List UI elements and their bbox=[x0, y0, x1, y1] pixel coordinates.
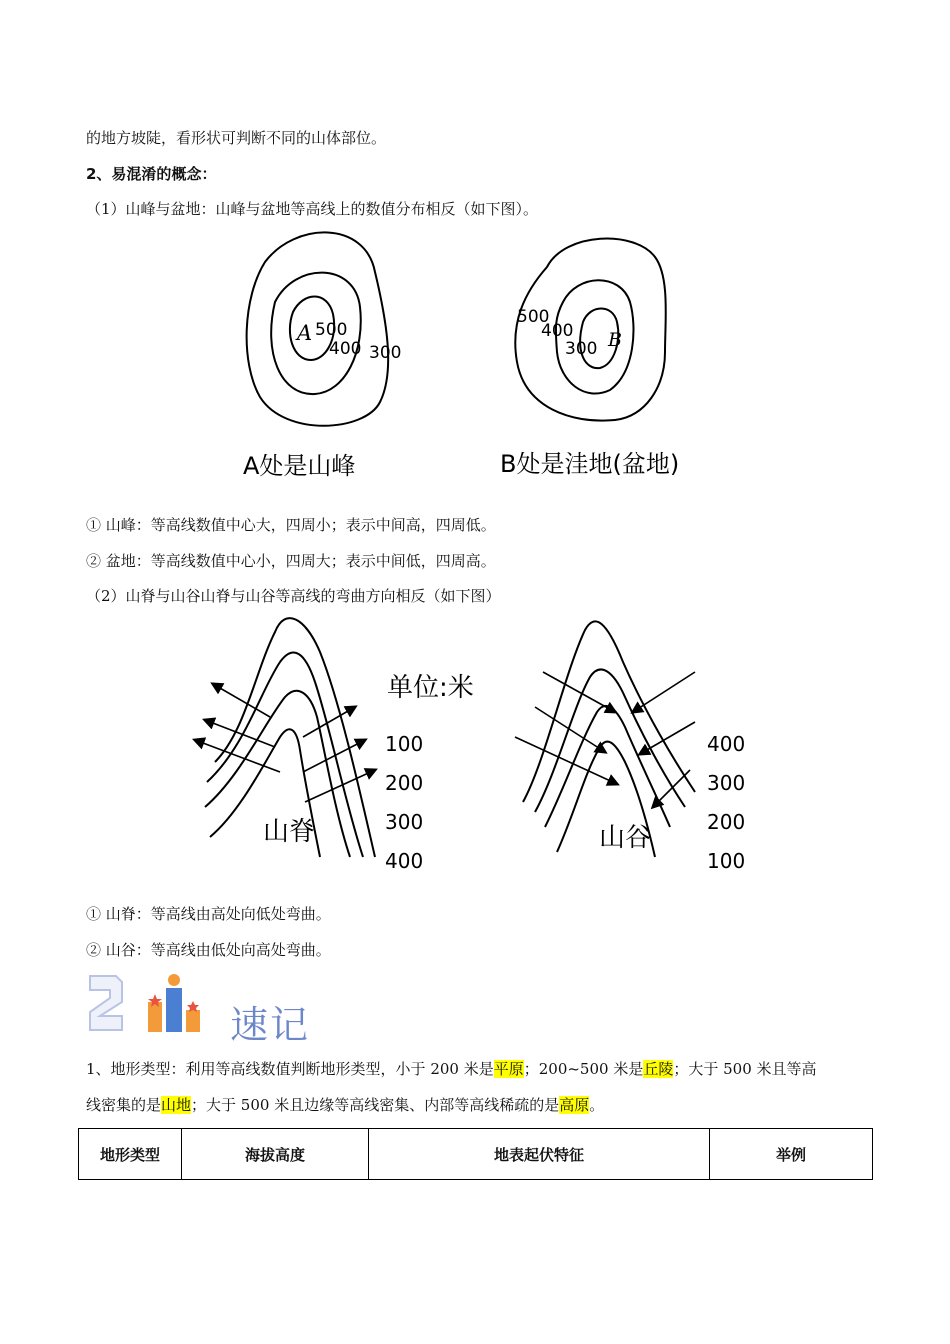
text-line: （2）山脊与山谷山脊与山谷等高线的弯曲方向相反（如下图） bbox=[86, 587, 501, 605]
text-line: 的地方坡陡，看形状可判断不同的山体部位。 bbox=[86, 129, 387, 147]
quick-notes-icon bbox=[86, 968, 216, 1038]
contour-value: 500 bbox=[315, 320, 348, 340]
summary-line bbox=[86, 1094, 604, 1116]
text-span: ；大于 500 米且边缘等高线密集、内部等高线稀疏的是 bbox=[191, 1096, 560, 1114]
ridge-valley-figure bbox=[185, 612, 765, 874]
table-header: 地形类型 bbox=[79, 1129, 182, 1180]
table-header: 举例 bbox=[710, 1129, 873, 1180]
text-line: （1）山峰与盆地：山峰与盆地等高线上的数值分布相反（如下图）。 bbox=[86, 200, 539, 218]
text-span: 1、地形类型：利用等高线数值判断地形类型，小于 200 米是 bbox=[86, 1060, 494, 1078]
contour-value: 300 bbox=[369, 343, 402, 363]
text-span: ；200~500 米是 bbox=[523, 1060, 644, 1078]
ridge-value: 400 bbox=[385, 849, 424, 873]
landform-table bbox=[78, 1128, 873, 1180]
highlight-plateau: 高原 bbox=[559, 1096, 590, 1114]
ridge-value: 200 bbox=[385, 771, 424, 795]
quick-notes-title: 速记 bbox=[230, 1003, 311, 1047]
basin-letter: B bbox=[608, 329, 622, 351]
peak-letter: A bbox=[297, 321, 313, 345]
valley-value: 100 bbox=[707, 849, 746, 873]
basin-caption: B处是洼地(盆地) bbox=[500, 450, 680, 478]
peak-basin-figure bbox=[225, 222, 735, 484]
section-heading: 2、易混淆的概念： bbox=[86, 165, 217, 183]
valley-value: 300 bbox=[707, 771, 746, 795]
text-line: ② 山谷：等高线由低处向高处弯曲。 bbox=[86, 941, 331, 959]
unit-label: 单位:米 bbox=[387, 673, 474, 703]
valley-value: 200 bbox=[707, 810, 746, 834]
ridge-label: 山脊 bbox=[263, 817, 316, 847]
ridge-value: 300 bbox=[385, 810, 424, 834]
table-header: 地表起伏特征 bbox=[369, 1129, 710, 1180]
text-span: 线密集的是 bbox=[86, 1096, 162, 1114]
contour-value: 500 bbox=[517, 307, 550, 327]
highlight-hills: 丘陵 bbox=[643, 1060, 674, 1078]
highlight-mountain: 山地 bbox=[161, 1096, 192, 1114]
highlight-plain: 平原 bbox=[493, 1060, 524, 1078]
table-header-row bbox=[79, 1129, 873, 1180]
text-span: ；大于 500 米且等高 bbox=[673, 1060, 817, 1078]
summary-line bbox=[86, 1058, 817, 1080]
text-span: 。 bbox=[589, 1096, 605, 1114]
ridge-value: 100 bbox=[385, 732, 424, 756]
contour-value: 300 bbox=[565, 339, 598, 359]
text-line: ① 山峰：等高线数值中心大，四周小；表示中间高，四周低。 bbox=[86, 516, 496, 534]
contour-value: 400 bbox=[541, 321, 574, 341]
valley-value: 400 bbox=[707, 732, 746, 756]
table-header: 海拔高度 bbox=[182, 1129, 369, 1180]
text-line: ① 山脊：等高线由高处向低处弯曲。 bbox=[86, 905, 331, 923]
contour-value: 400 bbox=[329, 339, 362, 359]
text-line: ② 盆地：等高线数值中心小，四周大；表示中间低，四周高。 bbox=[86, 552, 496, 570]
peak-caption: A处是山峰 bbox=[243, 452, 356, 480]
valley-label: 山谷 bbox=[599, 823, 652, 853]
